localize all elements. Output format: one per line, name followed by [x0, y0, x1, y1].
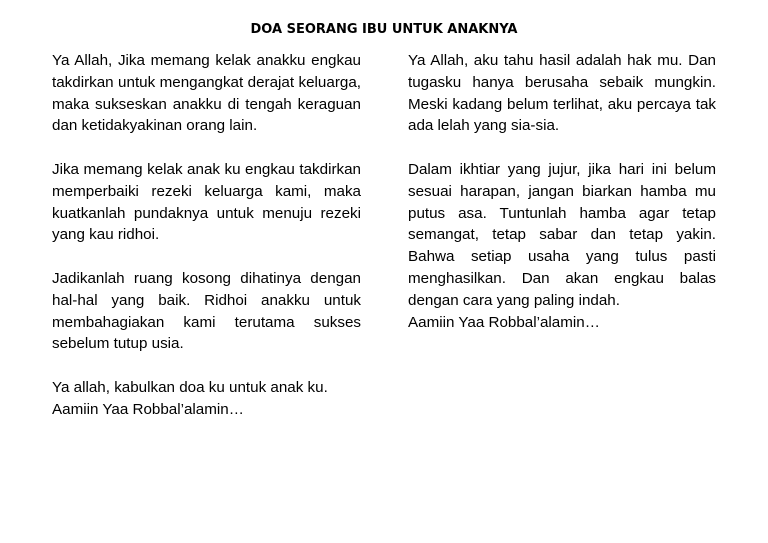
left-amen-line: Aamiin Yaa Robbal’alamin…	[52, 400, 244, 418]
left-paragraph-4	[52, 377, 361, 421]
right-paragraph-2: Dalam ikhtiar yang jujur, jika hari ini belum sesuai harapan, jangan biarkan hamba mu putus asa. Tuntunlah hamba agar tetap semangat, tetap sabar dan tetap yakin. Bahwa setiap usaha yang tulus pasti menghasilkan. Dan akan engkau balas dengan cara yang paling indah.	[408, 160, 716, 309]
left-paragraph-1: Ya Allah, Jika memang kelak anakku engkau takdirkan untuk mengangkat derajat keluarga, maka sukseskan anakku di tengah keraguan dan ketidakyakinan orang lain.	[52, 52, 361, 135]
left-column	[52, 50, 361, 442]
right-paragraph-1: Ya Allah, aku tahu hasil adalah hak mu. Dan tugasku hanya berusaha sebaik mungkin. Meski kadang belum terlihat, aku percaya tak ada lelah yang sia-sia.	[408, 52, 716, 135]
right-column	[408, 50, 716, 355]
left-closing-prayer: Ya allah, kabulkan doa ku untuk anak ku.	[52, 378, 328, 396]
right-amen-line: Aamiin Yaa Robbal’alamin…	[408, 313, 600, 331]
left-paragraph-2: Jika memang kelak anak ku engkau takdirkan memperbaiki rezeki keluarga kami, maka kuatkanlah pundaknya untuk menuju rezeki yang kau ridhoi.	[52, 160, 361, 244]
left-paragraph-3: Jadikanlah ruang kosong dihatinya dengan hal-hal yang baik. Ridhoi anakku untuk membahagiakan kami terutama sukses sebelum tutup usia.	[52, 269, 361, 353]
document-title: DOA SEORANG IBU UNTUK ANAKNYA	[250, 22, 518, 37]
